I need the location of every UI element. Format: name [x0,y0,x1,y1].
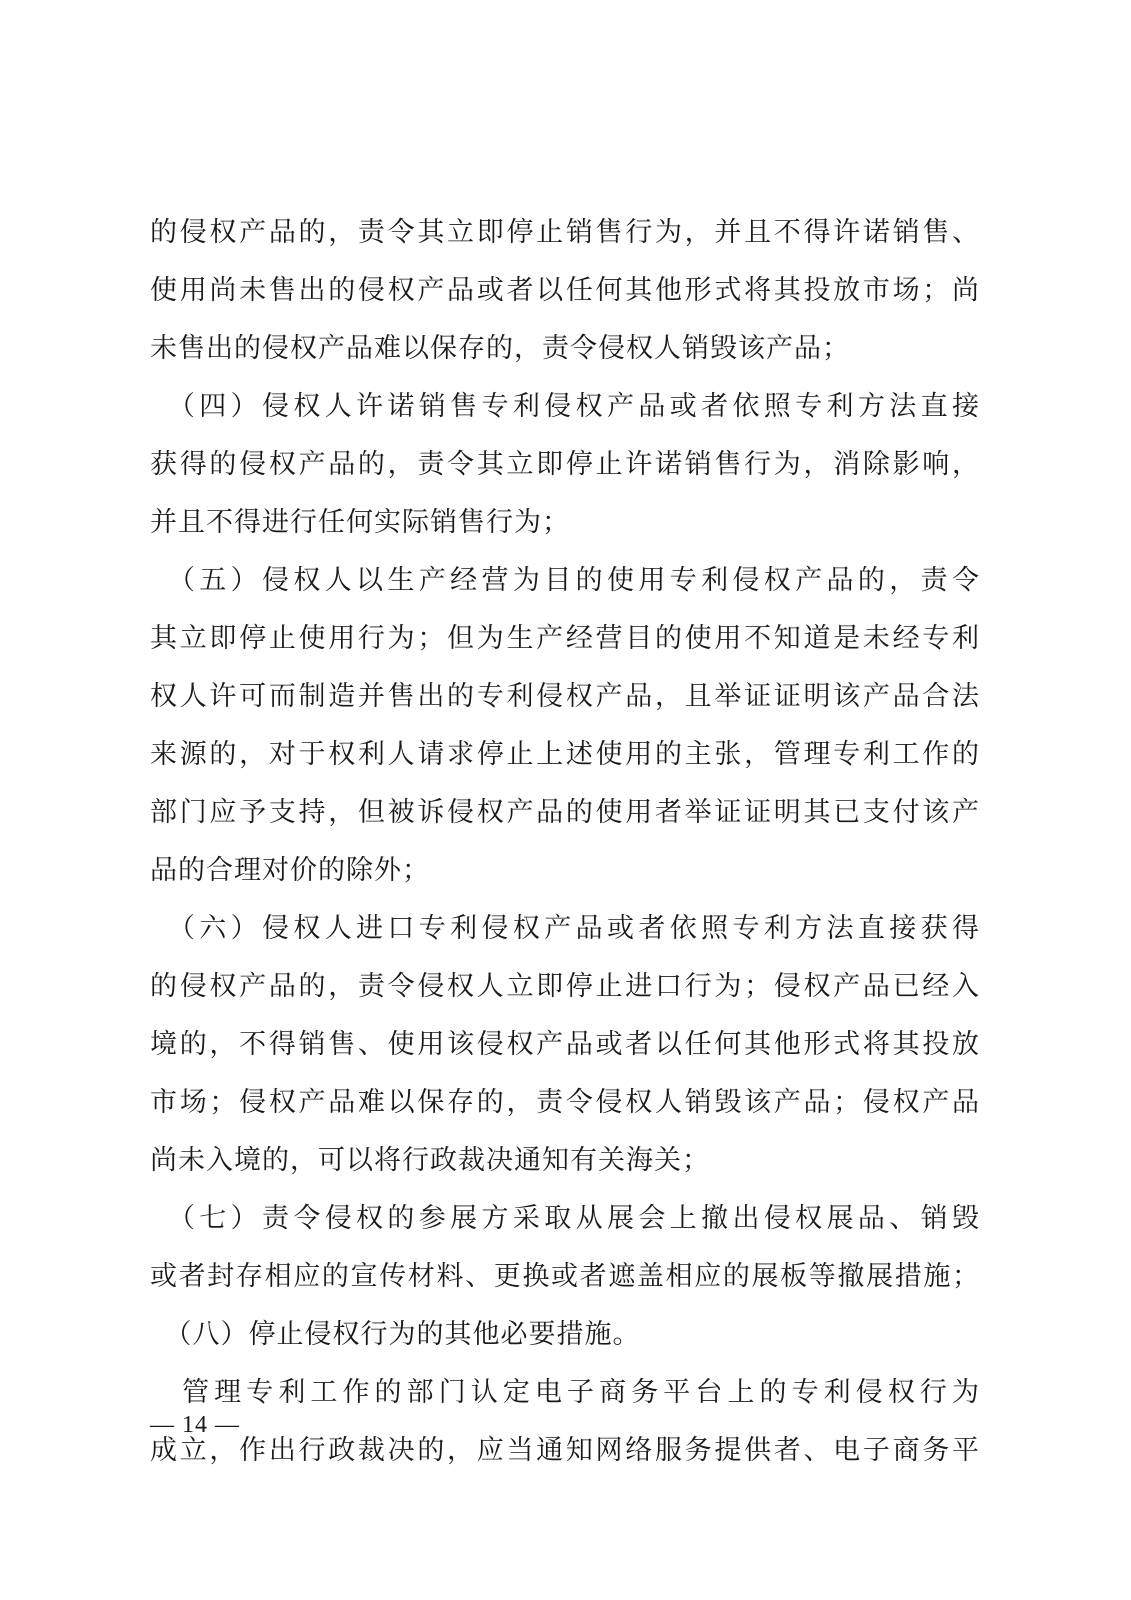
text-line: 未售出的侵权产品难以保存的，责令侵权人销毁该产品； [150,333,850,364]
text-line: 使用尚未售出的侵权产品或者以任何其他形式将其投放市场；尚 [150,275,980,306]
text-line: 的侵权产品的，责令其立即停止销售行为，并且不得许诺销售、 [150,217,980,248]
text-line: 成立，作出行政裁决的，应当通知网络服务提供者、电子商务平 [150,1435,980,1466]
text-line: （四）侵权人许诺销售专利侵权产品或者依照专利方法直接 [150,391,980,422]
text-line: （五）侵权人以生产经营为目的使用专利侵权产品的，责令 [150,565,980,596]
text-line: 市场；侵权产品难以保存的，责令侵权人销毁该产品；侵权产品 [150,1087,980,1118]
text-line: 尚未入境的，可以将行政裁决通知有关海关； [150,1145,710,1176]
text-line: 品的合理对价的除外； [150,855,430,886]
text-line: 其立即停止使用行为；但为生产经营目的使用不知道是未经专利 [150,623,980,654]
text-line: 境的，不得销售、使用该侵权产品或者以任何其他形式将其投放 [150,1029,980,1060]
text-line: 或者封存相应的宣传材料、更换或者遮盖相应的展板等撤展措施； [150,1261,980,1292]
page-number: — 14 — [150,1412,240,1438]
text-line: 部门应予支持，但被诉侵权产品的使用者举证证明其已支付该产 [150,797,980,828]
text-line: （八）停止侵权行为的其他必要措施。 [150,1319,641,1350]
text-line: 权人许可而制造并售出的专利侵权产品，且举证证明该产品合法 [150,681,980,712]
text-line: 获得的侵权产品的，责令其立即停止许诺销售行为，消除影响， [150,449,980,480]
text-line: （六）侵权人进口专利侵权产品或者依照专利方法直接获得 [150,913,980,944]
body-text [150,204,980,1480]
text-line: （七）责令侵权的参展方采取从展会上撤出侵权展品、销毁 [150,1203,980,1234]
text-line: 并且不得进行任何实际销售行为； [150,507,570,538]
text-line: 的侵权产品的，责令侵权人立即停止进口行为；侵权产品已经入 [150,971,980,1002]
text-line: 来源的，对于权利人请求停止上述使用的主张，管理专利工作的 [150,739,980,770]
text-line: 管理专利工作的部门认定电子商务平台上的专利侵权行为 [150,1377,980,1408]
